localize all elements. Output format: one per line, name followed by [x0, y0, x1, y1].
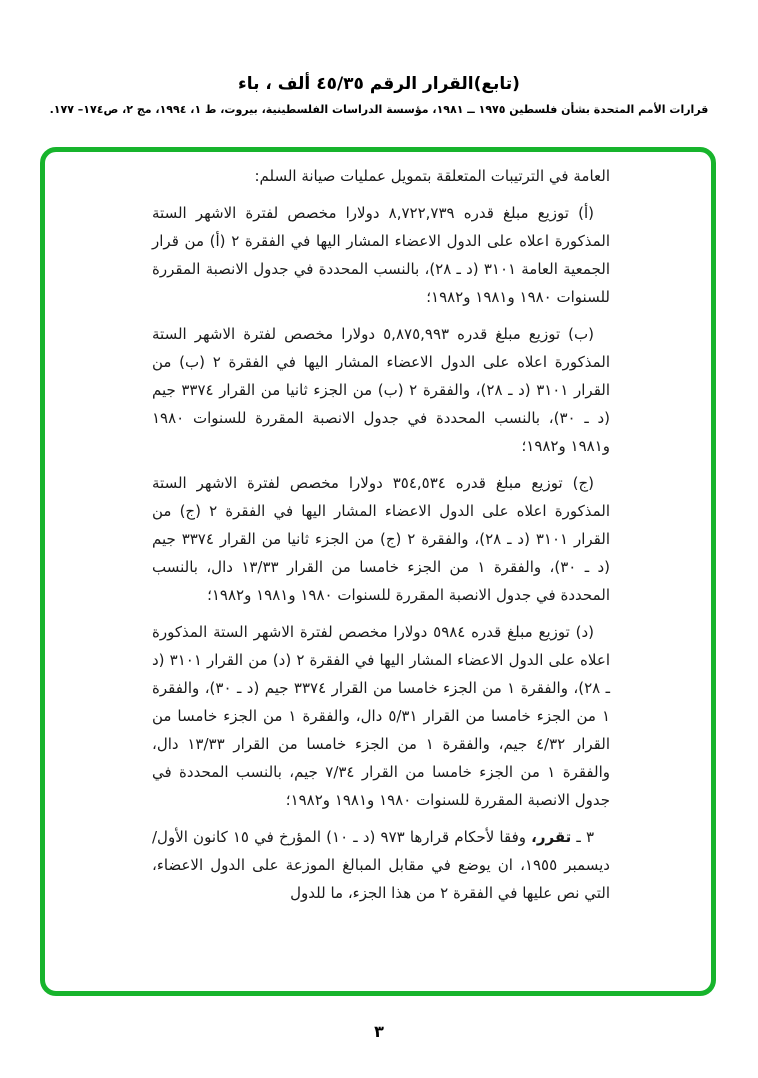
paragraph-3-decides-word: تقرر،: [531, 828, 572, 846]
page-title: (تابع)القرار الرقم ٤٥/٣٥ ألف ، باء: [238, 74, 520, 94]
paragraph-3: [152, 823, 610, 907]
citation-line: قرارات الأمم المتحدة بشأن فلسطين ١٩٧٥ ــ ١٩٨١، مؤسسة الدراسات الفلسطينية، بيروت، ط ١، ١٩٩٤، مج ٢، ص١٧٤– ١٧٧.: [49, 103, 709, 116]
paragraph-c: (ج) توزيع مبلغ قدره ٣٥٤,٥٣٤ دولارا مخصص لفترة الاشهر الستة المذكورة اعلاه على الدول الاعضاء المشار اليها في الفقرة ٢ (ج) من القرار ٣١٠١ (د ـ ٢٨)، والفقرة ٢ (ج) من الجزء ثانيا من القرار ٣٣٧٤ جيم (د ـ ٣٠)، والفقرة ١ من الجزء خامسا من القرار ١٣/٣٣ دال، بالنسب المحددة في جدول الانصبة المقررة للسنوات ١٩٨٠ و١٩٨١ و١٩٨٢؛: [152, 474, 611, 604]
document-body: [152, 162, 610, 916]
paragraph-a: (أ) توزيع مبلغ قدره ٨,٧٢٢,٧٣٩ دولارا مخصص لفترة الاشهر الستة المذكورة اعلاه على الدول الاعضاء المشار اليها في الفقرة ٢ (أ) من قرار الجمعية العامة ٣١٠١ (د ـ ٢٨)، بالنسب المحددة في جدول الانصبة المقررة للسنوات ١٩٨٠ و١٩٨١ و١٩٨٢؛: [152, 204, 610, 306]
intro-continuation-line: العامة في الترتيبات المتعلقة بتمويل عمليات صيانة السلم:: [254, 167, 610, 185]
paragraph-3-text: وفقا لأحكام قرارها ٩٧٣ (د ـ ١٠) المؤرخ في ١٥ كانون الأول/ديسمبر ١٩٥٥، ان يوضع في مقابل المبالغ الموزعة على الدول الاعضاء، التي نص عليها في الفقرة ٢ من هذا الجزء، ما للدول: [152, 828, 610, 902]
document-header: [0, 74, 758, 116]
paragraph-b: (ب) توزيع مبلغ قدره ٥,٨٧٥,٩٩٣ دولارا مخصص لفترة الاشهر الستة المذكورة اعلاه على الدول الاعضاء المشار اليها في الفقرة ٢ (ب) من القرار ٣١٠١ (د ـ ٢٨)، والفقرة ٢ (ب) من الجزء ثانيا من القرار ٣٣٧٤ جيم (د ـ ٣٠)، بالنسب المحددة في جدول الانصبة المقررة للسنوات ١٩٨٠ و١٩٨١ و١٩٨٢؛: [152, 325, 611, 455]
paragraph-d: (د) توزيع مبلغ قدره ٥٩٨٤ دولارا مخصص لفترة الاشهر الستة المذكورة اعلاه على الدول الاعضاء المشار اليها في الفقرة ٢ (د) من القرار ٣١٠١ (د ـ ٢٨)، والفقرة ١ من الجزء خامسا من القرار ٣٣٧٤ جيم (د ـ ٣٠)، والفقرة ١ من الجزء خامسا من القرار ٥/٣١ دال، والفقرة ١ من الجزء خامسا من القرار ٤/٣٢ جيم، والفقرة ١ من الجزء خامسا من القرار ١٣/٣٣ دال، والفقرة ١ من الجزء خامسا من القرار ٧/٣٤ جيم، بالنسب المحددة في جدول الانصبة المقررة للسنوات ١٩٨٠ و١٩٨١ و١٩٨٢؛: [152, 623, 610, 809]
paragraph-3-number: ٣ ـ: [571, 828, 594, 846]
page-number: ٣: [374, 1022, 384, 1041]
